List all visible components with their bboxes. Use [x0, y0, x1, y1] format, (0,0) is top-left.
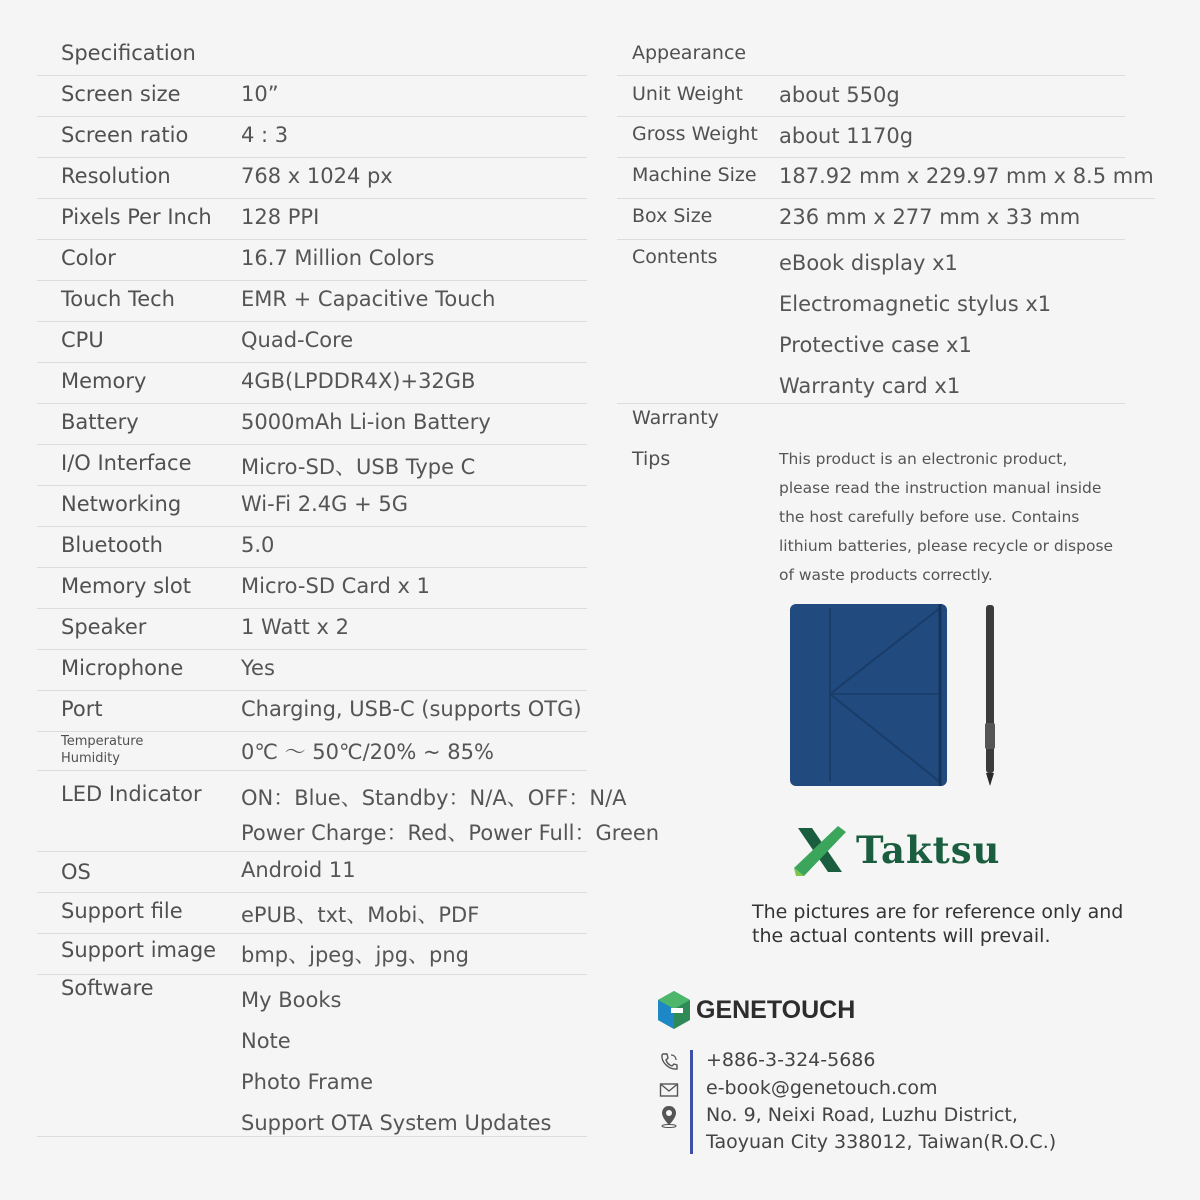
spec-value: Quad-Core	[241, 328, 354, 352]
spec-value: Yes	[241, 656, 275, 680]
spec-row	[37, 403, 587, 445]
spec-row	[37, 485, 587, 527]
contents-list	[779, 243, 1051, 407]
appearance-row-contents	[617, 239, 1125, 404]
spec-label: LED Indicator	[61, 782, 202, 806]
spec-label: Memory slot	[61, 574, 191, 598]
spec-value: 768 x 1024 px	[241, 164, 393, 188]
spec-row	[37, 690, 587, 732]
software-item: My Books	[241, 988, 342, 1012]
spec-label: Battery	[61, 410, 139, 434]
appearance-row	[617, 157, 1155, 199]
location-pin-icon	[659, 1104, 679, 1128]
spec-row	[37, 649, 587, 691]
spec-label: Networking	[61, 492, 182, 516]
spec-label: Touch Tech	[61, 287, 175, 311]
spec-row	[37, 851, 587, 893]
spec-row	[37, 608, 587, 650]
spec-label: Screen ratio	[61, 123, 189, 147]
appearance-header: Appearance	[632, 42, 747, 64]
tips-text: This product is an electronic product, please read the instruction manual inside the host carefully before use. Contains lithium batteries, please recycle or dispose of waste products correctly.	[779, 450, 1114, 584]
tips-label: Tips	[632, 448, 671, 470]
spec-label: I/O Interface	[61, 451, 192, 475]
spec-value: 16.7 Million Colors	[241, 246, 435, 270]
spec-value: 1 Watt x 2	[241, 615, 349, 639]
spec-value: bmp、jpeg、jpg、png	[241, 943, 469, 967]
mail-icon	[659, 1082, 679, 1098]
taktsu-logo-text: Taktsu	[856, 828, 1001, 872]
spec-value: 0℃ ～ 50℃/20% ~ 85%	[241, 740, 494, 764]
spec-row	[37, 75, 587, 117]
spec-label: Support file	[61, 899, 183, 923]
spec-value: Android 11	[241, 858, 356, 882]
appearance-row	[617, 198, 1125, 240]
software-list	[241, 980, 551, 1144]
contents-item: Electromagnetic stylus x1	[779, 292, 1052, 316]
spec-row	[37, 892, 587, 934]
spec-label: Speaker	[61, 615, 147, 639]
spec-value: 4 : 3	[241, 123, 289, 147]
spec-row	[37, 933, 587, 975]
spec-header: Specification	[61, 41, 196, 65]
stylus-image	[982, 603, 998, 787]
spec-row	[37, 280, 587, 322]
spec-value: Power Charge：Red、Power Full：Green	[241, 821, 660, 845]
spec-row	[37, 239, 587, 281]
appearance-label: Contents	[632, 246, 718, 268]
spec-label: Support image	[61, 938, 217, 962]
spec-value: 10”	[241, 82, 279, 106]
spec-row	[37, 157, 587, 199]
spec-label: Pixels Per Inch	[61, 205, 212, 229]
contact-address-line-1: No. 9, Neixi Road, Luzhu District,	[706, 1104, 1018, 1126]
contact-divider	[690, 1050, 693, 1154]
spec-label-humidity: Humidity	[61, 751, 120, 766]
appearance-row	[617, 75, 1125, 117]
spec-row	[37, 198, 587, 240]
contents-item: eBook display x1	[779, 251, 958, 275]
appearance-value: 187.92 mm x 229.97 mm x 8.5 mm	[779, 164, 1154, 188]
spec-row	[37, 321, 587, 363]
spec-label: Software	[61, 976, 154, 1000]
spec-value: 128 PPI	[241, 205, 320, 229]
spec-label-temperature: Temperature	[61, 734, 144, 749]
spec-value: 5000mAh Li-ion Battery	[241, 410, 491, 434]
warranty-label: Warranty	[632, 407, 719, 429]
appearance-value: about 550g	[779, 83, 900, 107]
spec-label: Memory	[61, 369, 147, 393]
spec-value: ePUB、txt、Mobi、PDF	[241, 903, 480, 927]
spec-label: OS	[61, 860, 91, 884]
spec-label: Port	[61, 697, 103, 721]
spec-row	[37, 567, 587, 609]
contents-item: Protective case x1	[779, 333, 972, 357]
reference-note: The pictures are for reference only and the actual contents will prevail.	[752, 901, 1124, 947]
appearance-value: about 1170g	[779, 124, 914, 148]
appearance-label: Unit Weight	[632, 83, 743, 105]
spec-value: 5.0	[241, 533, 275, 557]
spec-row-led	[37, 770, 660, 852]
appearance-label: Machine Size	[632, 164, 757, 186]
spec-value: 4GB(LPDDR4X)+32GB	[241, 369, 476, 393]
spec-row-software	[37, 974, 587, 1137]
appearance-label: Gross Weight	[632, 123, 758, 145]
software-item: Photo Frame	[241, 1070, 374, 1094]
spec-label: Bluetooth	[61, 533, 163, 557]
spec-label: Color	[61, 246, 116, 270]
spec-row	[37, 526, 587, 568]
taktsu-logo-icon	[792, 822, 848, 878]
appearance-label: Box Size	[632, 205, 713, 227]
spec-row-temperature	[37, 731, 587, 771]
spec-header-row	[37, 34, 587, 76]
phone-icon	[659, 1052, 679, 1072]
spec-value: Charging, USB-C (supports OTG)	[241, 697, 582, 721]
appearance-value: 236 mm x 277 mm x 33 mm	[779, 205, 1081, 229]
company-name: GENETOUCH	[696, 996, 856, 1024]
spec-row	[37, 362, 587, 404]
genetouch-logo-icon	[657, 990, 691, 1030]
spec-value: Wi-Fi 2.4G + 5G	[241, 492, 409, 516]
software-item: Note	[241, 1029, 291, 1053]
software-item: Support OTA System Updates	[241, 1111, 552, 1135]
appearance-row	[617, 116, 1125, 158]
spec-value: Micro-SD Card x 1	[241, 574, 430, 598]
appearance-header-row	[617, 34, 1125, 76]
spec-label: Resolution	[61, 164, 171, 188]
spec-label: Screen size	[61, 82, 181, 106]
contact-email: e-book@genetouch.com	[706, 1077, 938, 1099]
spec-value: EMR + Capacitive Touch	[241, 287, 496, 311]
spec-label: CPU	[61, 328, 104, 352]
contact-address-line-2: Taoyuan City 338012, Taiwan(R.O.C.)	[706, 1131, 1057, 1153]
protective-case-image	[790, 604, 947, 786]
spec-value: Micro-SD、USB Type C	[241, 455, 476, 479]
spec-row	[37, 116, 587, 158]
spec-row	[37, 444, 587, 486]
contents-item: Warranty card x1	[779, 374, 961, 398]
spec-value: ON：Blue、Standby：N/A、OFF：N/A	[241, 786, 627, 810]
spec-label: Microphone	[61, 656, 184, 680]
contact-phone: +886-3-324-5686	[706, 1049, 876, 1071]
